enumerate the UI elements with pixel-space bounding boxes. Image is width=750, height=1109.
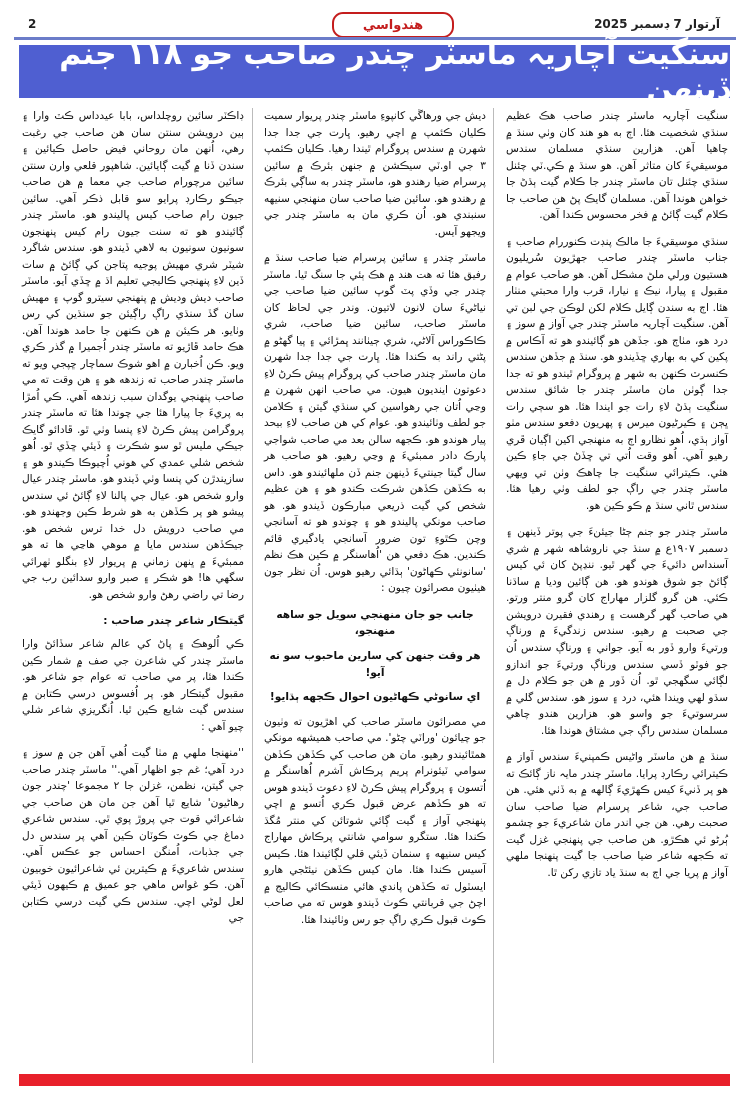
page-number: 2 [28,17,37,31]
poem-line: اي سانوڻي ڪهاڻيون احوال ڪجهه ٻڌايو! [269,691,481,704]
masthead-text: هندواسي [362,17,424,33]
page-header [14,8,736,40]
poem-line: جانب جو جان منهنجي سويل جو ساهه منهنجو، [276,608,474,638]
paragraph: سنڌ ۾ هن ماسٽر واڻيس ڪمپنيءَ سندس آواز ۾ ڪيترائي رڪارڊ پرايا. ماسٽر چندر مايہ ناز ڳائڪ ته هو پر ڏنيءَ کيس ڪهڙيءَ ڳالهه ۾ به ڏٺي هئي. هن صاحب جي، شاعر پرسرام ضيا صاحب سان صحبت رهي. هن جي اندر مان شاعريءَ جو چشمو ٻُرڻو ئي هڪڙو. هن صاحب جي پنهنجي غزل گيت ته ڪجهه شاعر ضيا صاحب جا گيت پنهنجا ملهي آواز ۾ پريا جي اڄ به سنڌ ياد تازي رکن ٿا. [506,751,728,879]
article-column-middle [264,108,486,938]
paragraph: سنگيت آچاريہ ماسٽر چندر صاحب هڪ عظيم سنڌي شخصيت هئا. اڄ به هو هند کان وٺي سنڌ ۾ چاهيا آهن. هزارين سنڌي مسلمان سندس موسيقيءَ کان متاثر آهن. هو سنڌ ۾ ڪي.ٽي چئنل سنڌي چئنل تان ماسٽر چندر جا ڪلام گيت ٻڌڻ جا خواهن هوندا آهن. مسلمان گايڪ پڻ هن صاحب جا ڪلام گيت ڳائڻ ۾ فخر محسوس ڪندا آهن. [506,110,728,222]
section-subheading: گيتڪار شاعر چندر صاحب : [103,615,244,628]
masthead-logo [332,12,454,38]
paragraph: ڪي اُلوهڪ ۽ پاڻ کي عالم شاعر سڏائڻ وارا ماسٽر چندر کي شاعرن جي صف ۾ شمار ڪين ڪندا هئا، پر مي صاحب ته عوام جو شاعر هو. مقبول گيتڪار هو. پر اُفسوس درسي ڪتابن ۾ سندس گيت شايع ڪين ٿيا. اُنگريزي شاعر شلي چيو آهي : [22,637,244,733]
paragraph: ماسٽر چندر جو جنم ڄڻا جيئنءَ جي پوتر ڏينهن ۽ دسمبر ١٩٠٧ع ۾ سنڌ جي ناروشاهه شهر ۾ شري آسنداس دائيءَ جي گهر ٿيو. ننڍپڻ کان ئي کيس ڳائڻ جو شوق هوندو هو. هن ڳائين وديا ۾ ساڌنا ڪئي. هن گرو گلزار مهاراج کان گرو منتر ورتو. هي صاحب گهر گرهست ۽ رهندي فقيرن درويشن جي صحبت ۾ رهيو. سندس زندگيءَ ۾ ورناڳ ورتيءَ وارو ڏور به آيو. جواني ۽ ورناڳ سندس اُن جو فوٽو ڏسي سندس ورناڳ ورتيءَ جو اندازو لڳائي سگهجي ٿو. اُن ڏور ۾ هن جو ڪلام دل ۾ سڌو لهي ويندا هئي، درد ۽ سوز هو. سندس گلي ۾ سرسوتيءَ جو واسو هو. هزارين هندو چاهي مسلمان سندس راڳ جي مشتاق هوندا هئا. [506,526,728,737]
article-column-right [506,108,728,891]
paragraph: ماسٽر چندر ۽ سائين پرسرام ضيا صاحب سنڌ ۾ رفيق هئا ته هت هند ۾ هڪ ٻئي جا سنگ ٿيا. ماسٽر چندر جي وڏي پٽ گوپ سائين ضيا صاحب جي نياڻيءَ سان لانون لاتيون. وندر جي لحاظ کان ماسٽر صاحب، سائين ضيا صاحب، شري ڪاڪوراس آلاڻي، شري ڄيٺانند ڀمڙائي ۽ پيا گهڻو ۾ پڻتي راند به ڪندا هئا. ڀارت جي جدا جدا شهرن مان ماسٽر چندر صاحب کي پروگرام پيش ڪرڻ لاءِ دعوتون اينديون هيون. مي صاحب انهن شهرن ۾ وڃي اُتان جي رهواسين کي سنڌي گيتن ۽ ڪلامن جو لطف وٺائيندو هو. عوام کي هن صاحب لاءِ بيحد پيار هوندو هو. ڪجهه سالن بعد مي صاحب شواجي پارڪ دادر ممبئيءَ ۾ وڃي رهيو. هو صاحب هر سال گيتا جينتيءَ ڏينهن جنم ڏن ملهائيندو هو. داس به ڪڏهن ڪڏهن شرڪت ڪندو هو ۽ هن عظيم شخص کي گيت ذريعي مبارڪون ڏيندو هو. هو صاحب مونکي پاليندو هو ۽ چوندو هو ته آسانجي وچن ڪٿوءِ تون ضرور آسانجي يادگيري قائم ڪندين. هڪ دفعي هن 'اُهاسنگر ۾ ڪين هڪ نظم 'سانونئي ڪهاڻون' ٻڌائي رهيو هوس. اُن نظر جون هيٺيون مصرائون چيون : [264,252,486,595]
article-title-banner [19,36,730,107]
paragraph: سنڌي موسيقيءَ جا مالڪ پنڊت ڪنوررام صاحب ۽ جناب ماسٽر چندر صاحب جهڙيون سُريليون هستيون ورلي ملڻ مشڪل آهن. هو صاحب عوام ۾ مقبول ۽ پيارا، نيڪ ۽ نيارا، قرب وارا محبتي منٺار هئا. اڄ به سندن ڳايل ڪلام لکن لوڪن جي لبن تي آهن. سنگيت آچاريہ ماسٽر چندر جي آواز ۾ سوز ۽ درد هو، مٺاڄ هو. جڏهن هو ڳائيندو هو ته آڪاس ۾ پکين کي به بهاري ڇڏيندو هو. سنڌ ۾ جڏهن سندس ڪنسرٽ ڪنهن به شهر ۾ پروگرام ٿيندو هو ته جدا جدا ڳوٺن مان ماسٽر چندر جا شائق سندس سنگيت ٻڌڻ لاءِ رات جو ايندا هئا. هو سڄي رات ڀڄن ۽ ڪيرڻيون ميرس ۽ پهريون دفعو سندس مٺو آواز ٻڌي، اُهو نظارو اڄ به منهنجي اکين اڳيان ڦري رهيو آهي. اُهو وقت اُتي تي ڇڏڻ جي جاءِ ڪين هئي. ڪيترائي سنگيت جا چاهڪ وٺن تي ويهي ماسٽر چندر جي راڳ جو لطف وٺي رهيا هئا. سندس ٿاني سنڌ ۾ ڪو ڪين هو. [506,235,728,512]
column-divider [493,108,494,1063]
paragraph: ڊاڪٽر سائين روچلداس، بابا عيدداس ڪٽ وارا ۽ ٻين درويشن سنتن سان هن صاحب جي رغبت رهي، اُنهن مان روحاني فيض حاصل ڪيائين ۽ سندن ڏنا ۾ گيت ڳايائين. شاهپور قلعي وارن سنتن سائين مرچورام صاحب جي معما ۾ هن صاحب جيڪو رڪارڊ پرايو سو قابل ذڪر آهي. سائين جيون رام صاحب کيس پاليندو هو. ماسٽر چندر ڳائيندو هو ته سنت جيون رام کيس پنهنجون سونيون سونيون به لاهي ڏيندو هو. سندس شاگرد شيٽر شري مهيش پوجيه پتاجن کي ڳائڻ ۾ سات ڏين لاءِ پنهنجي ڪاليجي تعليم اڌ ۾ ڇڏي آيو. ماسٽر صاحب ديش وديش ۾ پنهنجي سيترو گوپ ۽ مهيش سان گڏ سنڌي راڳ راڳيئن جو سنڌين کي رس وٺايو. هر ڪيئن ۾ هن ڪنهن جا حامد هوندا آهن. هڪ حامد ڦاڙيو ته ماسٽر چندر اُجميرا ۾ گذر ڪري ويو. ڪن اُخبارن ۾ اهو شوڪ سماچار ڇپجي ويو ته ماسٽر چندر صاحب ته زندهه هو ۽ هن وقت ته مي صاحب پنهنجي يوگدان سبب زندهه آهي. ڪي اُمڙا به پريءَ جا پيارا هئا جي چوندا هئا ته ماسٽر چندر پروگرامن پيش ڪرڻ لاءِ پنسا وٺي ٿو. ڦادائو گايڪ جيڪي مليس ٿو سو شڪرت ۽ ڏيئي ڇڏي ٿو. اُهو شخص شلي عمدي کي هوني اُچيوڪا ڪيندو هو ۽ سازيندڙن کي پنسا وٺي ڏيندو هو. ماسٽر چندر عيال وارو شخص هو. عيال جي پالنا لاءِ ڳائڻ ئي سندس پيشو هو پر ڪڏهن به هو شرط ڪين وجهندو هو. مي صاحب درويش دل خدا ترس شخص هو. جيڪڏهن سندس مايا ۾ موهي هاڃي ها ته هو ممبئيءَ ۾ ڀنهن زماني ۾ پريوار لاءِ بنگلو ٺهرائي سگهي ها! هو شڪر ۽ صبر وارو سدائين رب جي رضا تي راضي رهڻ وارو شخص هو. [21,110,244,601]
paragraph: ''منهنجا ملهي ۾ مٺا گيت اُهي آهن جن ۾ سوز ۽ درد آهي؛ غم جو اظهار آهي.'' ماسٽر چندر صاحب جي گيتن، نظمن، غزلن جا ٢ مجموعا 'چندر جون رهاڻيون' شايع ٿيا آهن جن مان هن صاحب جي شاعرائي قوت جي پروڙ پوي ٿي. سندس شاعري دماغ جي ڪوٽ ڪوٽان ڪين آهي پر سندس دل جي جذبات، اُمنگن احساس جو عڪس آهي. سندس شاعريءَ ۾ ڪيترين ئي شاعرائيون خوبيون آهن. ڪو غواس ماهي جو عميق ۾ ڪيهون ڏيئي لعل لوڻي اچي. سندس ڪي گيت درسي ڪتابن جي [22,747,244,925]
article-column-left [22,108,244,937]
footer-bar [19,1074,730,1086]
dateline: آرتوار 7 ڊسمبر 2025 [594,17,720,31]
poem-line: هر وقت جنهن کي سارين ماحبوب سو نه آيو! [269,649,481,679]
paragraph: ديش جي ورهاڱي کانپوءِ ماسٽر چندر پريوار سميت ڪليان ڪئمپ ۾ اچي رهيو. ڀارت جي جدا جدا شهرن ۾ سندس پروگرام ٿيندا رهيا. ڪليان ڪئمپ ٣ جي او.ٽي سيڪشن ۾ جنهن بئرڪ ۾ سائين پرسرام ضيا رهندو هو، ماسٽر چندر به ساڳي بئرڪ ۾ رهندو هو. سائين ضيا صاحب سان منهنجي سنيهه سنبندي هو. اُن ڪري مان به ماسٽر چندر جي ويجهو آيس. [264,110,486,238]
column-divider [252,108,253,1063]
paragraph: مي مصرائون ماسٽر صاحب کي اهڙيون ته وٺيون جو چيائون 'وراٽي چڻو'. مي صاحب هميشهه مونکي همٿائيندو رهيو. مان هن صاحب کي ڪڏهن ڪڏهن سوامي ٽيئونرام پريم پرڪاش آشرم اُهاسنگر ۾ اُتسون ۽ پروگرام پيش ڪرڻ لاءِ دعوت ڏيندو هوس ته هو ڪڏهم عرض قبول ڪري اُتسو ۾ اچي پنهنجي آواز ۽ گيت ڳائي شوتائن کي منتر مُگڌ ڪندا هئا. ستگرو سوامي شانتي پرڪاش مهاراج کيس سنيهه ۽ سنمان ڏيئي قلي لڳائيندا هئا. ڪيس آسيس ڪندا هئا. مان کيس ڪڏهن نيئڻجي هارو ايسٽول ته ڪڏهن پاندي هائي منسڪائي ڪاليج ۾ اچڻ جي قربانتي ڪوٺ ڏيندو هوس ته مي صاحب ڪوٺ قبول ڪري راڳ جو رس وٺائيندا هئا. [264,715,486,926]
article-title: سنگيت آچاريہ ماسٽر چندر صاحب جو ١١٨ جنم ڏينهن [59,36,730,107]
